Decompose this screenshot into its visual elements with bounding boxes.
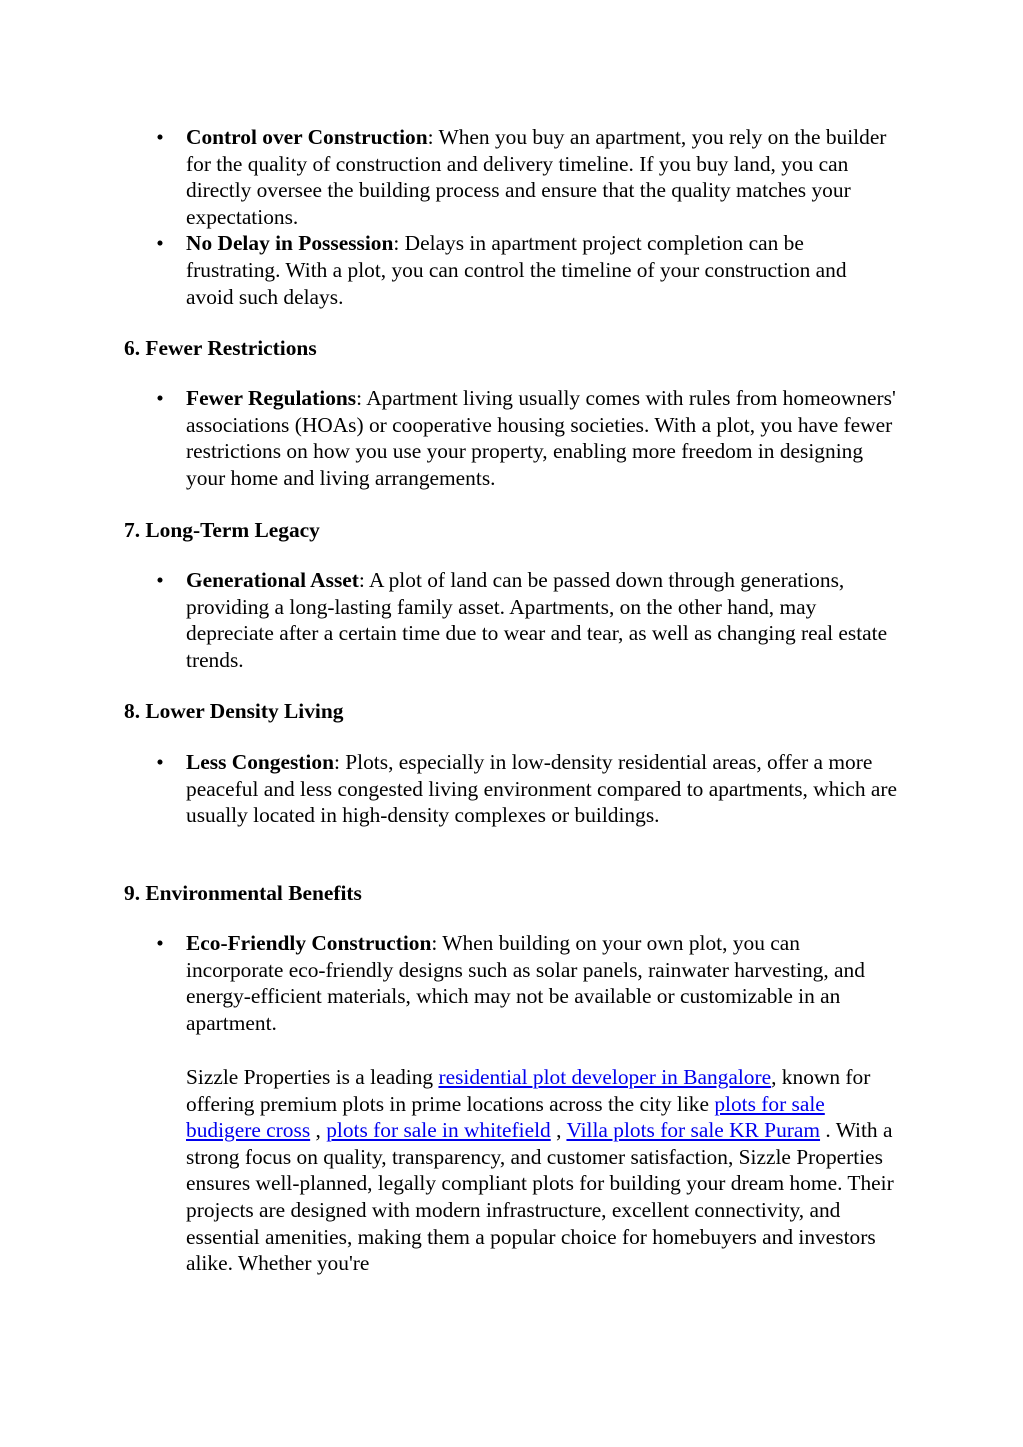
list-item-term: Fewer Regulations — [186, 386, 357, 410]
section-heading-9: 9. Environmental Benefits — [124, 881, 362, 905]
list-item — [156, 749, 898, 829]
section-heading-7: 7. Long-Term Legacy — [124, 518, 320, 542]
list-item — [156, 124, 898, 230]
bullet-icon: • — [156, 568, 164, 592]
bullet-icon: • — [156, 750, 164, 774]
list-item — [156, 567, 898, 673]
list-item-text: : A plot of land can be passed down through generations, providing a long-lasting family asset. Apartments, on the other hand, may depreciate after a certain time due to wear and tear, as well as changing real estate trends. — [186, 568, 888, 672]
bullet-icon: • — [156, 125, 164, 149]
link-villa-plots-kr-puram[interactable]: Villa plots for sale KR Puram — [566, 1118, 821, 1143]
list-item — [156, 930, 898, 1036]
bullet-list-section-9 — [156, 930, 898, 1036]
list-item-text: : Delays in apartment project completion can be frustrating. With a plot, you can control the timeline of your construction and avoid such delays. — [186, 231, 847, 309]
bullet-list-ownership — [156, 124, 898, 310]
bullet-list-section-6 — [156, 385, 898, 491]
list-item-text: : Apartment living usually comes with rules from homeowners' associations (HOAs) or cooperative housing societies. With a plot, you have fewer restrictions on how you use your property, enabling more freedom in designing your home and living arrangements. — [186, 386, 896, 490]
link-residential-plot-developer[interactable]: residential plot developer in Bangalore — [438, 1065, 772, 1089]
section-heading-6: 6. Fewer Restrictions — [124, 336, 317, 360]
paragraph-text: , — [310, 1118, 327, 1143]
list-item-term: Generational Asset — [186, 568, 359, 592]
list-item-text: : When building on your own plot, you can incorporate eco-friendly designs such as solar panels, rainwater harvesting, and energy-efficient materials, which may not be available or customizable in an apartment. — [186, 931, 865, 1035]
bullet-icon: • — [156, 231, 164, 256]
closing-paragraph — [186, 1064, 898, 1277]
bullet-icon: • — [156, 386, 164, 410]
list-item-term: Less Congestion — [186, 750, 334, 774]
list-item — [156, 385, 898, 491]
bullet-icon: • — [156, 931, 164, 955]
link-plots-budigere-cross[interactable]: plots for sale budigere cross — [186, 1091, 825, 1143]
list-item-text: : When you buy an apartment, you rely on the builder for the quality of construction and delivery timeline. If you buy land, you can directly oversee the building process and ensure that the quality matches your expectations. — [186, 125, 887, 229]
section-heading-8: 8. Lower Density Living — [124, 699, 344, 723]
list-item-text: : Plots, especially in low-density residential areas, offer a more peaceful and less congested living environment compared to apartments, which are usually located in high-density complexes or buildings. — [186, 750, 897, 828]
list-item — [156, 230, 898, 310]
link-plots-whitefield[interactable]: plots for sale in whitefield — [326, 1118, 551, 1143]
bullet-list-section-8 — [156, 749, 898, 829]
list-item-term: Control over Construction — [186, 125, 428, 149]
list-item-term: Eco-Friendly Construction — [186, 931, 432, 955]
paragraph-text: , known for offering premium plots in prime locations across the city like — [186, 1065, 871, 1116]
paragraph-text: Sizzle Properties is a leading — [186, 1065, 439, 1089]
bullet-list-section-7 — [156, 567, 898, 673]
paragraph-text: , — [550, 1118, 567, 1143]
paragraph-text: . With a strong focus on quality, transparency, and customer satisfaction, Sizzle Properties ensures well-planned, legally compliant plots for building your dream home. Their projects are designed with modern infrastructure, excellent connectivity, and essential amenities, making them a popular choice for homebuyers and investors alike. Whether you're — [186, 1118, 894, 1276]
list-item-term: No Delay in Possession — [186, 231, 394, 256]
